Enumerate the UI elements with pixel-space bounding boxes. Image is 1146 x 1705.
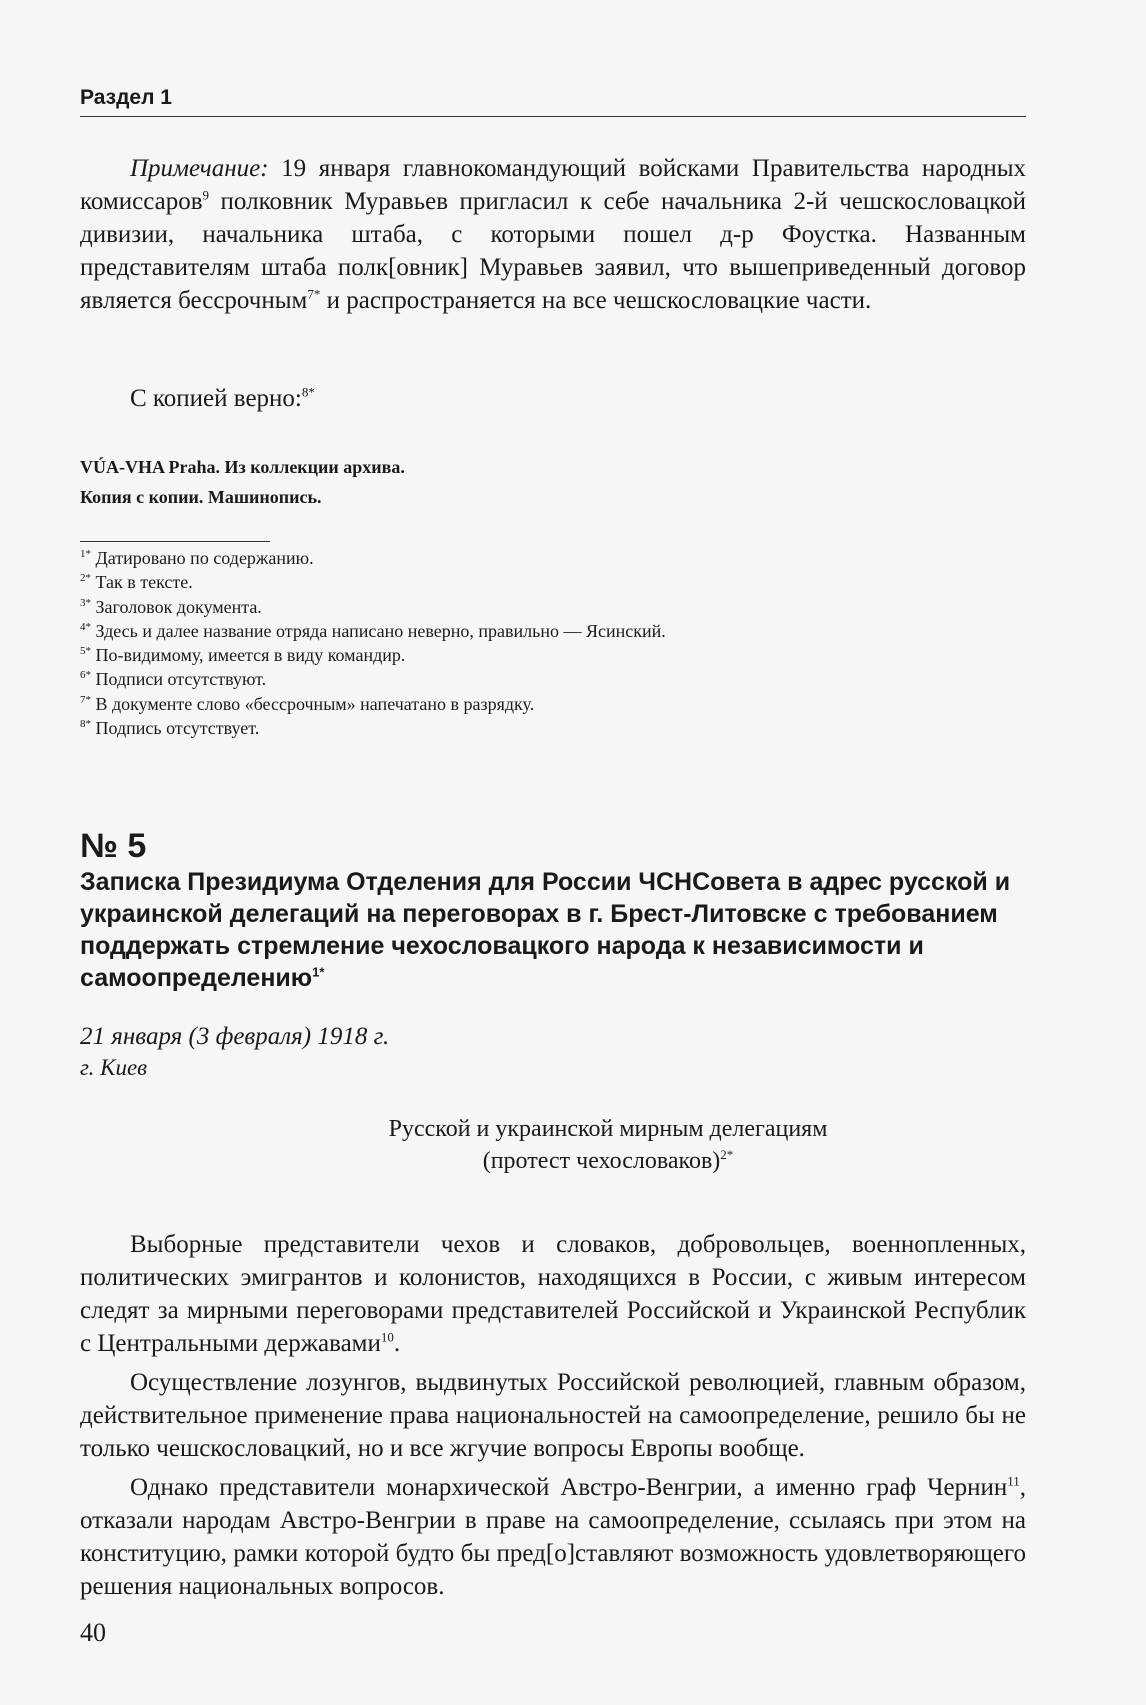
document-place: г. Киев (80, 1055, 148, 1080)
addressee-line: Русской и украинской мирным делегациям (388, 1116, 828, 1142)
document-heading (80, 826, 1026, 994)
addressee-block (80, 1113, 1026, 1177)
footnote-item: $^{6*}$ Подписи отсутствуют. (80, 669, 267, 690)
copy-certified-block (80, 382, 1026, 415)
footnote-item: $^{1*}$ Датировано по содержанию. (80, 548, 314, 568)
footnote-ref: 8* (301, 384, 315, 400)
footnote-ref: 7* (307, 286, 321, 302)
footnote-rule (80, 541, 270, 542)
source-block (80, 452, 1026, 512)
document-body (80, 1228, 1026, 1603)
footnote-item: $^{4*}$ Здесь и далее название отряда написано неверно, правильно — Ясинский. (80, 620, 666, 641)
footnote-item: $^{7*}$ В документе слово «бессрочным» напечатано в разрядку. (80, 693, 535, 714)
document-date: 21 января (3 февраля) 1918 г. (80, 1023, 390, 1050)
document-title: Записка Президиума Отделения для России ЧСНСовета в адрес русской и украинской делегаций на переговорах в г. Брест-Литовске с требованием поддержать стремление чехословацкого народа к независимости и самоопределению$^{1*}$ (80, 868, 1011, 992)
copy-note: Копия с копии. Машинопись. (80, 487, 322, 507)
document-number: № 5 (80, 827, 147, 865)
body-paragraph: Осуществление лозунгов, выдвинутых Российской революцией, главным образом, действительное применение права национальностей на самоопределение, решило бы не только чешскословацкий, но и все жгучие вопросы Европы вообще. (80, 1369, 1026, 1462)
note-paragraph: Примечание: 19 января главнокомандующий войсками Правительства народных комиссаров$^9$ полковник Муравьев пригласил к себе начальника 2-й чешскословацкой дивизии, начальника штаба, с которыми пошел д-р Фоустка. Названным представителям штаба полк[овник] Муравьев заявил, что вышеприведенный договор является бессрочным$^{7*}$ и распространяется на все чешскословацкие части. (80, 155, 1026, 314)
archive-source: VÚA-VHA Praha. Из коллекции архива. (80, 457, 405, 477)
footnote-item: $^{8*}$ Подпись отсутствует. (80, 718, 260, 739)
footnote-ref: 2* (720, 1147, 734, 1162)
footnote-ref: 9 (202, 187, 209, 203)
page-number: 40 (80, 1618, 106, 1647)
note-label: Примечание: (130, 155, 269, 182)
footnote-ref: 10 (380, 1329, 394, 1345)
footnote-ref: 11 (1007, 1473, 1020, 1489)
body-paragraph: Выборные представители чехов и словаков, добровольцев, военнопленных, политических эмигрантов и колонистов, находящихся в России, с живым интересом следят за мирными переговорами представителей Российской и Украинской Республик с Центральными державами$^{10}$. (80, 1231, 1026, 1357)
note-block (80, 152, 1026, 317)
running-head: Раздел 1 (80, 86, 1026, 117)
addressee-subtitle: (протест чехословаков)$^{2*}$ (482, 1147, 734, 1174)
copy-certified: С копией верно:$^{8*}$ (130, 384, 315, 412)
footnote-item: $^{3*}$ Заголовок документа. (80, 596, 262, 617)
footnote-ref: 1* (312, 964, 325, 980)
footnote-item: $^{5*}$ По-видимому, имеется в виду командир. (80, 645, 406, 666)
date-place-block (80, 1021, 1026, 1083)
body-paragraph: Однако представители монархической Австро-Венгрии, а именно граф Чернин$^{11}$, отказали народам Австро-Венгрии в праве на самоопределение, ссылаясь при этом на конституцию, рамки которой будто бы пред[о]ставляют возможность удовлетворяющего решения национальных вопросов. (80, 1473, 1026, 1600)
footnotes (80, 541, 1026, 740)
footnote-item: $^{2*}$ Так в тексте. (80, 572, 193, 593)
